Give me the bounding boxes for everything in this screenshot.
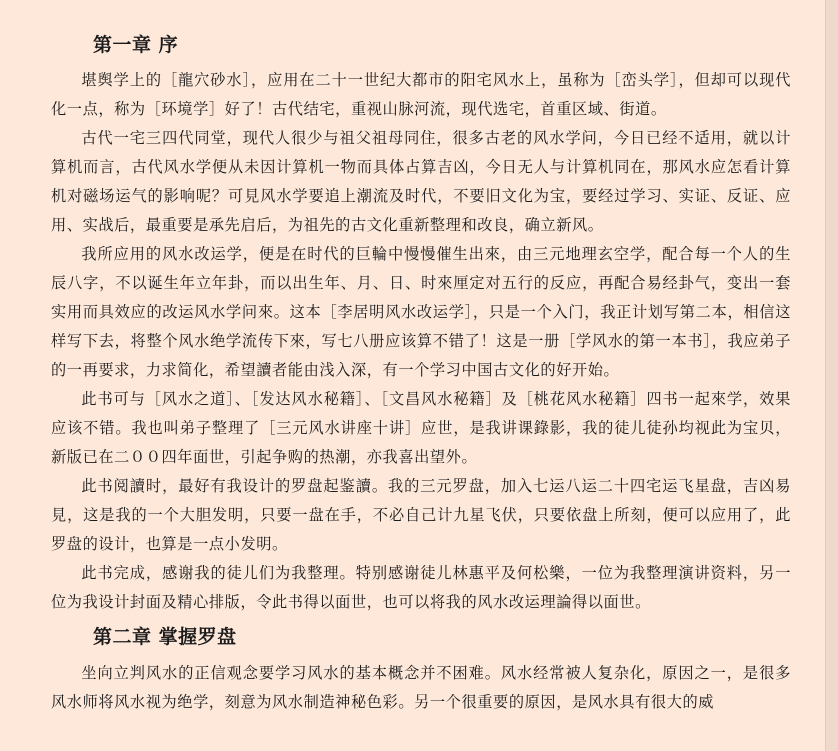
chapter-1-paragraph-6: 此书完成，感谢我的徒儿们为我整理。特别感谢徒儿林惠平及何松樂，一位为我整理演讲资料，另一位为我设计封面及精心排版，令此书得以面世，也可以将我的风水改运理論得以面世。: [51, 564, 791, 611]
chapter-2-paragraph-1: 坐向立判风水的正信观念要学习风水的基本概念并不困难。风水经常被人复杂化，原因之一，是很多风水师将风水视为绝学，刻意为风水制造神秘色彩。另一个很重要的原因，是风水具有很大的威: [51, 664, 791, 711]
document-content: [51, 24, 791, 717]
chapter-1-paragraph-3: 我所应用的风水改运学，便是在时代的巨輪中慢慢催生出來，由三元地理玄空学，配合每一个人的生辰八字，不以诞生年立年卦，而以出生年、月、日、时來厘定对五行的反应，再配合易经卦气，变出一套实用而具效应的改运风水学问來。这本［李居明风水改运学］，只是一个入门，我正计划写第二本，相信这样写下去，将整个风水绝学流传下來，写七八册应该算不错了！这是一册［学风水的第一本书］，我应弟子的一再要求，力求简化，希望讀者能由浅入深，有一个学习中国古文化的好开始。: [51, 245, 791, 379]
chapter-2-title: 第二章 掌握罗盘: [93, 626, 237, 648]
vertical-scrollbar[interactable]: [825, 0, 838, 751]
chapter-1-paragraph-4: 此书可与［风水之道］、［发达风水秘籍］、［文昌风水秘籍］及［桃花风水秘籍］四书一起來学，效果应该不错。我也叫弟子整理了［三元风水讲座十讲］应世，是我讲课錄影，我的徒儿徒孙均视此为宝贝，新版已在二００四年面世，引起争购的热潮，亦我喜出望外。: [51, 390, 791, 466]
chapter-1-title: 第一章 序: [93, 34, 179, 56]
chapter-1-paragraph-1: 堪舆学上的［龍穴砂水］，应用在二十一世纪大都市的阳宅风水上，虽称为［峦头学］，但却可以现代化一点，称为［环境学］好了！古代结宅，重视山脉河流，现代选宅，首重区域、街道。: [51, 71, 791, 118]
chapter-1-paragraph-2: 古代一宅三四代同堂，现代人很少与祖父祖母同住，很多古老的风水学问，今日已经不适用，就以计算机而言，古代风水学便从未因计算机一物而具体占算吉凶，今日无人与计算机同在，那风水应怎看计算机对磁场运气的影响呢？可見风水学要追上潮流及时代，不要旧文化为宝，要经过学习、实证、反证、应用、实战后，最重要是承先启后，为祖先的古文化重新整理和改良，确立新风。: [51, 129, 791, 234]
chapter-1-paragraph-5: 此书阅讀时，最好有我设计的罗盘起鉴讀。我的三元罗盘，加入七运八运二十四宅运飞星盘，吉凶易見，这是我的一个大胆发明，只要一盘在手，不必自己计九星飞伏，只要依盘上所刻，便可以应用了，此罗盘的设计，也算是一点小发明。: [51, 477, 791, 553]
